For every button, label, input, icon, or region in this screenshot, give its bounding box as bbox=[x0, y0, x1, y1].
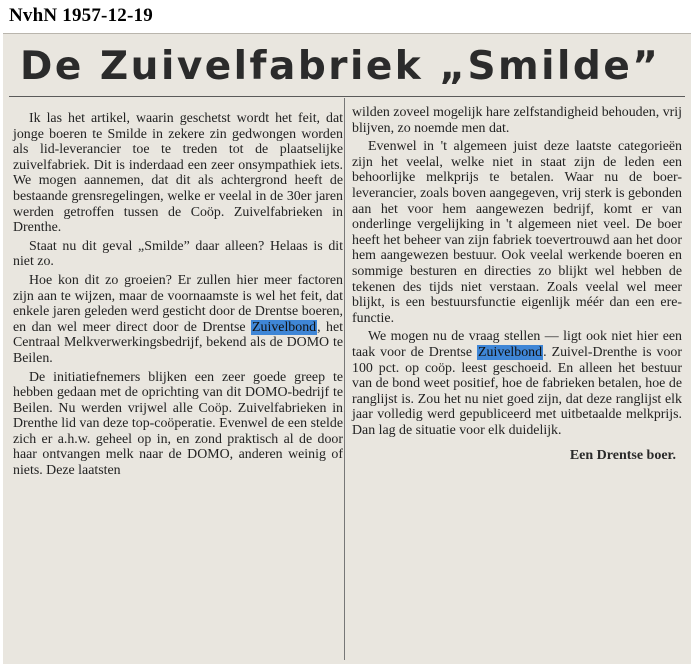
column-divider bbox=[344, 98, 345, 660]
article-headline: De Zuivelfabriek „Smilde” bbox=[20, 44, 661, 89]
paragraph-text: , het Centraal Melkverwerkingsbedrijf, bekend als de DOMO te Beilen. bbox=[13, 319, 343, 366]
headline-rule bbox=[9, 96, 685, 97]
paragraph: wilden zoveel mogelijk hare zelfstandigheid behouden, vrij blijven, zo noemde men dat. bbox=[352, 105, 682, 136]
author-signature: Een Drentse boer. bbox=[569, 448, 676, 464]
paragraph-text: Hoe kon dit zo groeien? Er zullen hier meer factoren zijn aan te wijzen, maar de voornaamste is wel het feit, dat enkele jaren geleden werd gesticht door de Drentse boeren, en dan wel meer direct door de Drentse bbox=[13, 272, 343, 335]
paragraph-text: . Zuivel-Drenthe is voor 100 pct. op coöp. leest geschoeid. En alleen het bestuur van de bond weet positief, hoe de fabrieken betalen, hoe de ranglijst is. Zou het nu niet goed zijn, dat deze ranglijst elk jaar volledig werd gepubliceerd met uitbetaalde melkprijs. Dan lag de situatie voor elk duidelijk. bbox=[352, 344, 682, 438]
highlighted-term: Zuivelbond bbox=[252, 319, 317, 335]
paragraph: Evenwel in 't algemeen juist deze laatste categorieën zijn het veelal, welke niet in staat zijn de leden een behoorlijke melkprijs te betalen. Waar nu de boer-leverancier, zoals boven aangegeven, vrij sterk is gebonden aan het voor hem aangewezen bedrijf, komt er van onderlinge vergelijking in 't algemeen niet veel. De boer heeft het beheer van zijn fabriek toevertrouwd aan het door hem aangewezen bestuur. Ook veelal werkende boeren en sommige besturen en directies zo blijkt wel hebben de tekenen des tijds niet verstaan. Zoals veelal wel meer blijkt, is een bestuursfunctie eigenlijk méér dan een ere-functie. bbox=[352, 139, 682, 326]
highlighted-term: Zuivelbond bbox=[478, 344, 543, 360]
article-column-right bbox=[352, 105, 682, 464]
source-date-label: NvhN 1957-12-19 bbox=[9, 5, 153, 26]
paragraph bbox=[13, 273, 343, 367]
paragraph: Staat nu dit geval „Smilde” daar alleen? Helaas is dit niet zo. bbox=[13, 238, 343, 270]
paragraph-text: We mogen nu de vraag stellen — ligt ook niet hier een taak voor de Drentse bbox=[352, 329, 682, 360]
article-column-left bbox=[13, 111, 343, 482]
newspaper-clipping bbox=[3, 33, 691, 664]
paragraph bbox=[352, 329, 682, 438]
paragraph: De initiatiefnemers blijken een zeer goede greep te hebben gedaan met de oprichting van dit DOMO-bedrijf te Beilen. Nu werden vrijwel alle Coöp. Zuivelfabrieken in Drenthe lid van deze top-coöperatie. Evenwel de een stelde zich er a.h.w. geheel op in, en zond praktisch al de door haar ontvangen melk naar de DOMO, anderen weinig of niets. Deze laatsten bbox=[13, 369, 343, 479]
paragraph: Ik las het artikel, waarin geschetst wordt het feit, dat jonge boeren te Smilde in zekere zin gedwongen worden als lid-leverancier toe te treden tot de plaatselijke zuivelfabriek. Dit is inderdaad een zeer onsympathiek iets. We mogen aannemen, dat dit als achtergrond heeft de bestaande grensregelingen, welke er veelal in de 30er jaren werden getroffen tussen de Coöp. Zuivelfabrieken in Drenthe. bbox=[13, 111, 343, 236]
